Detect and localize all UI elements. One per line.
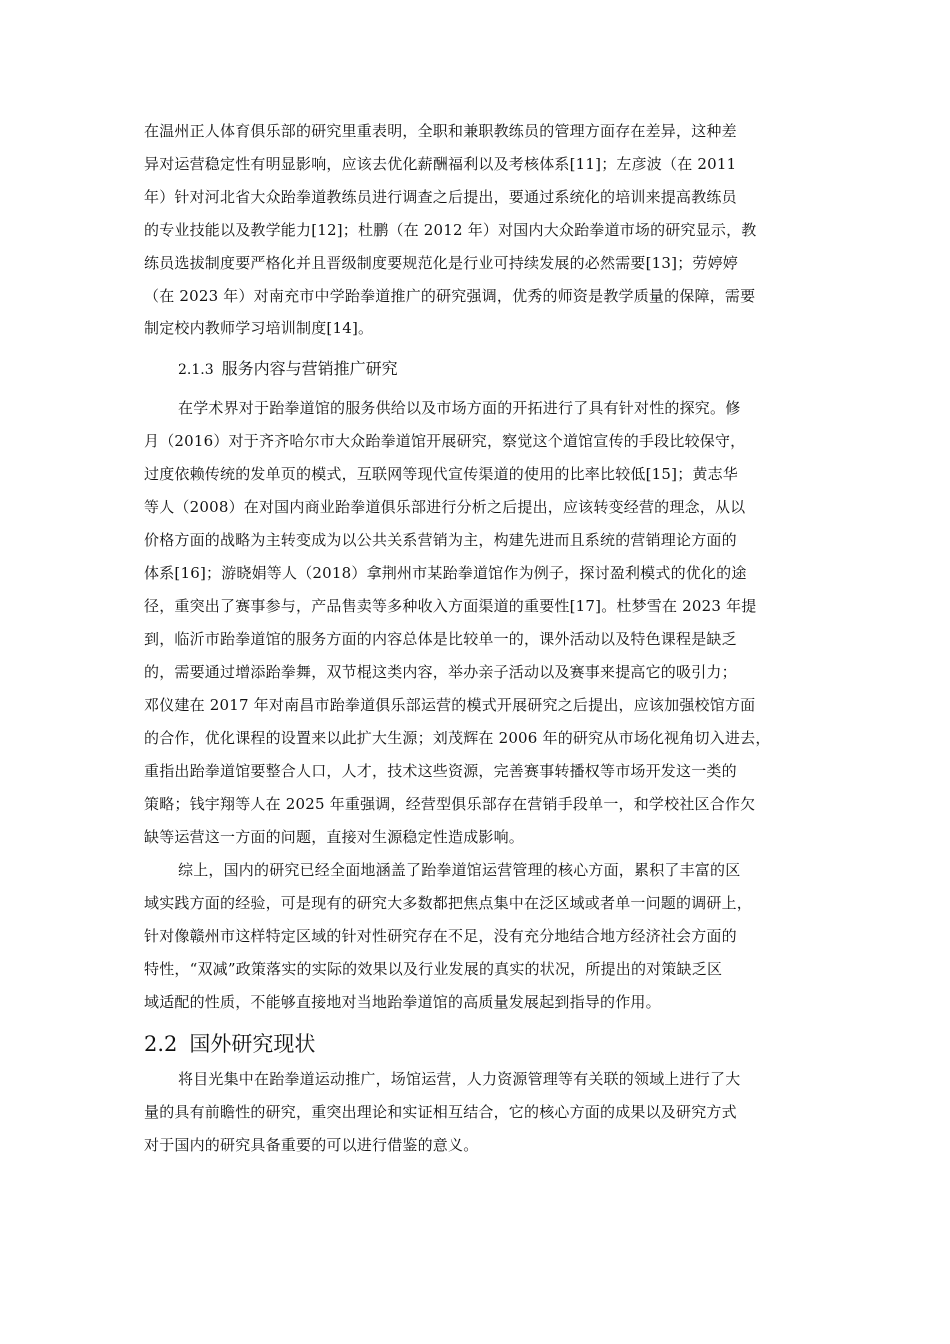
section-number: 2.2	[144, 1032, 178, 1056]
section-heading-2-2	[144, 1030, 315, 1058]
text-line: 径，重突出了赛事参与，产品售卖等多种收入方面渠道的重要性[17]。杜梦雪在 2023 年提	[144, 597, 757, 615]
text-line: 体系[16]；游晓娟等人（2018）拿荆州市某跆拳道馆作为例子，探讨盈利模式的优化的途	[144, 564, 747, 582]
text-line: 在温州正人体育俱乐部的研究里重表明，全职和兼职教练员的管理方面存在差异，这种差	[144, 122, 737, 140]
text-line: 制定校内教师学习培训制度[14]。	[144, 319, 374, 337]
text-line: 域实践方面的经验，可是现有的研究大多数都把焦点集中在泛区域或者单一问题的调研上，	[144, 894, 753, 912]
section-title: 国外研究现状	[189, 1032, 316, 1056]
text-line: 特性，“双减”政策落实的实际的效果以及行业发展的真实的状况，所提出的对策缺乏区	[144, 960, 723, 978]
text-line: 年）针对河北省大众跆拳道教练员进行调查之后提出，要通过系统化的培训来提高教练员	[144, 188, 737, 206]
section-heading-2-1-3	[178, 358, 398, 381]
text-line: 的合作，优化课程的设置来以此扩大生源；刘茂辉在 2006 年的研究从市场化视角切入进去，	[144, 729, 771, 747]
text-line: 的专业技能以及教学能力[12]；杜鹏（在 2012 年）对国内大众跆拳道市场的研究显示，教	[144, 221, 757, 239]
text-line: 综上，国内的研究已经全面地涵盖了跆拳道馆运营管理的核心方面，累积了丰富的区	[178, 861, 741, 879]
text-line: 缺等运营这一方面的问题，直接对生源稳定性造成影响。	[144, 828, 525, 846]
text-line: 将目光集中在跆拳道运动推广，场馆运营，人力资源管理等有关联的领域上进行了大	[178, 1070, 741, 1088]
text-line: 策略；钱宇翔等人在 2025 年重强调，经营型俱乐部存在营销手段单一，和学校社区合作欠	[144, 795, 756, 813]
text-line: 练员选拔制度要严格化并且晋级制度要规范化是行业可持续发展的必然需要[13]；劳婷婷	[144, 254, 738, 272]
section-number: 2.1.3	[178, 362, 214, 378]
text-line: 到，临沂市跆拳道馆的服务方面的内容总体是比较单一的，课外活动以及特色课程是缺乏	[144, 630, 737, 648]
text-line: 针对像赣州市这样特定区域的针对性研究存在不足，没有充分地结合地方经济社会方面的	[144, 927, 737, 945]
text-line: 月（2016）对于齐齐哈尔市大众跆拳道馆开展研究，察觉这个道馆宣传的手段比较保守，	[144, 432, 746, 450]
text-line: 在学术界对于跆拳道馆的服务供给以及市场方面的开拓进行了具有针对性的探究。修	[178, 399, 741, 417]
text-line: 量的具有前瞻性的研究，重突出理论和实证相互结合，它的核心方面的成果以及研究方式	[144, 1103, 737, 1121]
text-line: 域适配的性质，不能够直接地对当地跆拳道馆的高质量发展起到指导的作用。	[144, 993, 661, 1011]
text-line: 重指出跆拳道馆要整合人口，人才，技术这些资源，完善赛事转播权等市场开发这一类的	[144, 762, 737, 780]
section-title: 服务内容与营销推广研究	[221, 359, 398, 378]
text-line: （在 2023 年）对南充市中学跆拳道推广的研究强调，优秀的师资是教学质量的保障，需要	[144, 287, 756, 305]
text-line: 对于国内的研究具备重要的可以进行借鉴的意义。	[144, 1136, 479, 1154]
text-line: 过度依赖传统的发单页的模式，互联网等现代宣传渠道的使用的比率比较低[15]；黄志华	[144, 465, 738, 483]
text-line: 等人（2008）在对国内商业跆拳道俱乐部进行分析之后提出，应该转变经营的理念，从以	[144, 498, 746, 516]
text-line: 价格方面的战略为主转变成为以公共关系营销为主，构建先进而且系统的营销理论方面的	[144, 531, 737, 549]
text-line: 的，需要通过增添跆拳舞，双节棍这类内容，举办亲子活动以及赛事来提高它的吸引力；	[144, 663, 737, 681]
text-line: 邓仪建在 2017 年对南昌市跆拳道俱乐部运营的模式开展研究之后提出，应该加强校馆方面	[144, 696, 756, 714]
text-line: 异对运营稳定性有明显影响，应该去优化薪酬福利以及考核体系[11]；左彦波（在 2011	[144, 155, 737, 173]
